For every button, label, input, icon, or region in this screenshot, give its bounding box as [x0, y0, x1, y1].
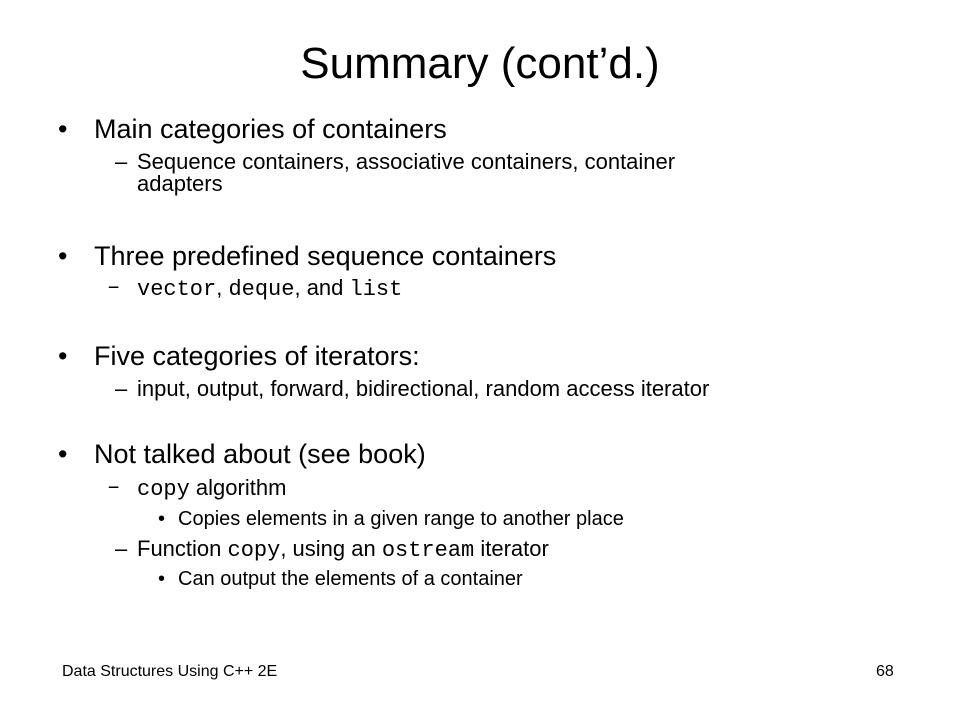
code-copy: copy — [137, 477, 190, 502]
detail-text: Copies elements in a given range to another place — [178, 508, 624, 530]
bullet-main-categories — [58, 113, 447, 145]
code-ostream: ostream — [381, 538, 475, 563]
bullet-not-talked-about — [58, 438, 426, 470]
dash: – — [107, 475, 121, 500]
sub-bullet-text: input, output, forward, bidirectional, random access iterator — [137, 376, 710, 401]
sub-bullet-continuation — [137, 172, 223, 196]
bullet-dot: • — [58, 114, 68, 144]
code-deque: deque — [228, 277, 295, 302]
bullet-text: Not talked about (see book) — [94, 439, 426, 469]
footer-course-title: Data Structures Using C++ 2E — [62, 663, 278, 680]
sub-bullet-sequence-list — [107, 275, 403, 302]
separator: , and — [294, 275, 350, 300]
bullet-text: Main categories of containers — [94, 114, 447, 144]
bullet-dot: • — [58, 241, 68, 271]
detail-text: Can output the elements of a container — [178, 568, 523, 590]
bullet-sequence-containers — [58, 240, 557, 272]
sub-bullet-text: Sequence containers, associative containers, container — [137, 149, 676, 174]
sub-bullet-text: iterator — [474, 536, 549, 561]
sub-bullet-text: adapters — [137, 171, 223, 196]
detail-copy-elements — [158, 507, 624, 531]
dash: – — [115, 149, 128, 174]
dash: – — [115, 536, 128, 561]
code-copy: copy — [227, 538, 281, 563]
sub-bullet-text: algorithm — [189, 475, 287, 500]
bullet-iterator-categories — [58, 340, 420, 372]
separator: , — [216, 275, 229, 300]
bullet-text: Five categories of iterators: — [94, 341, 420, 371]
page-number: 68 — [876, 663, 894, 680]
code-list: list — [349, 277, 403, 302]
detail-output-elements — [158, 567, 523, 591]
sub-bullet-text: , using an — [280, 536, 382, 561]
bullet-dot: • — [158, 568, 166, 590]
dash: – — [115, 376, 128, 401]
sub-bullet-text: Function — [137, 536, 228, 561]
bullet-dot: • — [58, 439, 68, 469]
slide-title: Summary (cont’d.) — [300, 39, 660, 88]
sub-bullet-copy-algorithm — [107, 475, 287, 502]
dash: – — [107, 275, 121, 300]
bullet-dot: • — [158, 508, 166, 530]
sub-bullet-function-copy — [115, 536, 549, 563]
bullet-dot: • — [58, 341, 68, 371]
bullet-text: Three predefined sequence containers — [94, 241, 557, 271]
sub-bullet-iterator-list — [115, 376, 710, 401]
code-vector: vector — [137, 277, 217, 302]
